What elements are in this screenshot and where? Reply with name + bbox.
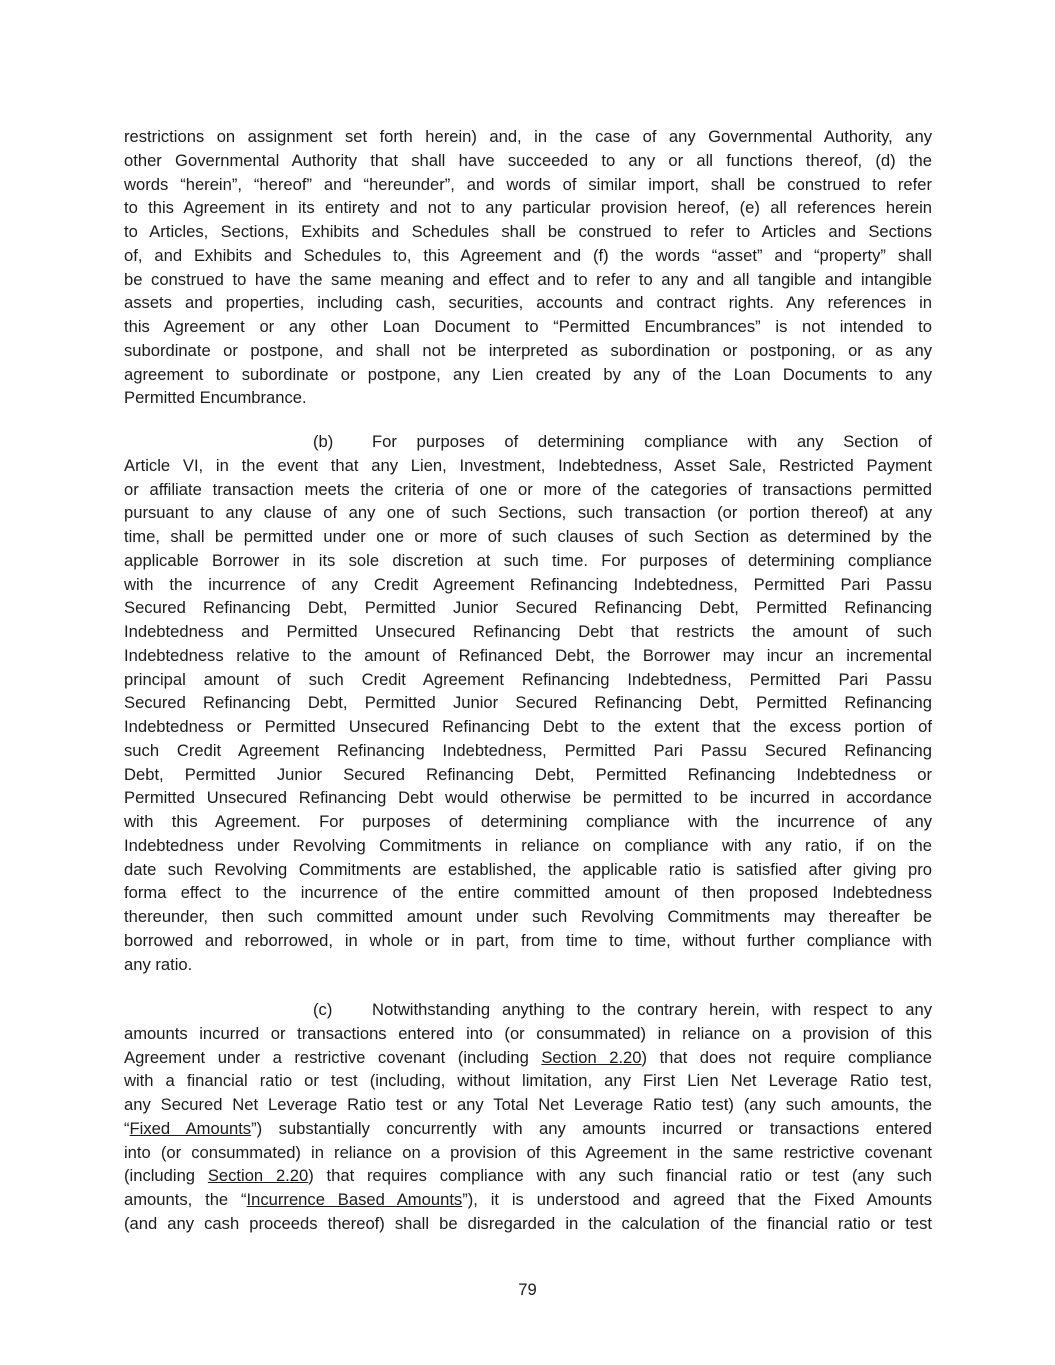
text-segment: thereunder, then such committed amount under such Revolving Commitments may thereafter be — [124, 907, 932, 926]
text-line — [124, 810, 932, 834]
text-line — [124, 1117, 932, 1141]
text-line — [124, 1212, 932, 1236]
defined-term-reference: Fixed Amounts — [129, 1118, 252, 1138]
text-line — [124, 315, 932, 339]
text-line — [124, 573, 932, 597]
text-segment: other Governmental Authority that shall have succeeded to any or all functions thereof, (d) the — [124, 150, 932, 170]
text-segment: restrictions on assignment set forth herein) and, in the case of any Governmental Authority, any — [124, 127, 932, 146]
text-segment: Permitted Unsecured Refinancing Debt would otherwise be permitted to be incurred in accordance — [124, 788, 932, 808]
text-line — [124, 501, 932, 525]
text-segment: “ — [124, 1118, 130, 1138]
text-segment: Secured Refinancing Debt, Permitted Junior Secured Refinancing Debt, Permitted Refinancing — [124, 693, 932, 713]
text-line — [124, 620, 932, 644]
text-line — [124, 739, 932, 763]
paragraph-label: (b) — [313, 432, 334, 451]
text-line — [124, 549, 932, 573]
text-segment: into (or consummated) in reliance on a provision of this Agreement in the same restrictive covenant — [124, 1142, 932, 1162]
text-segment: such Credit Agreement Refinancing Indebtedness, Permitted Pari Passu Secured Refinancing — [124, 740, 932, 760]
text-segment: ”) substantially concurrently with any amounts incurred or transactions entered — [251, 1118, 932, 1138]
text-line — [124, 291, 932, 315]
text-segment: Indebtedness relative to the amount of Refinanced Debt, the Borrower may incur an incremental — [124, 645, 932, 665]
text-segment: with a financial ratio or test (including, without limitation, any First Lien Net Leverage Ratio test, — [124, 1071, 932, 1091]
page-number: 79 — [518, 1280, 537, 1299]
text-segment: forma effect to the incurrence of the entire committed amount of then proposed Indebtedness — [124, 883, 932, 903]
text-segment: assets and properties, including cash, securities, accounts and contract rights. Any references in — [124, 293, 932, 313]
text-segment: (including — [124, 1166, 208, 1186]
text-line — [124, 1069, 932, 1093]
text-segment: Agreement under a restrictive covenant (including — [124, 1047, 542, 1067]
text-segment: ) that requires compliance with any such financial ratio or test (any such — [308, 1166, 932, 1186]
text-segment: with this Agreement. For purposes of determining compliance with the incurrence of any — [124, 812, 932, 831]
text-line — [124, 173, 932, 197]
text-segment: with the incurrence of any Credit Agreement Refinancing Indebtedness, Permitted Pari Passu — [124, 574, 932, 594]
text-line — [124, 149, 932, 173]
text-segment: Article VI, in the event that any Lien, Investment, Indebtedness, Asset Sale, Restricted Payment — [124, 455, 932, 475]
line-text — [372, 998, 932, 1022]
text-segment: this Agreement or any other Loan Document to “Permitted Encumbrances” is not intended to — [124, 317, 932, 336]
text-segment: Indebtedness under Revolving Commitments in reliance on compliance with any ratio, if on the — [124, 835, 932, 855]
text-segment: any ratio. — [124, 954, 193, 974]
defined-term-reference: Section 2.20 — [207, 1166, 309, 1186]
text-segment: applicable Borrower in its sole discretion at such time. For purposes of determining compliance — [124, 550, 932, 570]
text-segment: to Articles, Sections, Exhibits and Schedules shall be construed to refer to Articles and Sections — [124, 222, 932, 241]
text-line — [124, 715, 932, 739]
text-line — [124, 1164, 932, 1188]
text-segment: For purposes of determining compliance with any Section of — [372, 432, 932, 451]
text-line — [124, 1188, 932, 1212]
text-segment: Indebtedness and Permitted Unsecured Refinancing Debt that restricts the amount of such — [124, 622, 932, 641]
text-segment: subordinate or postpone, and shall not be interpreted as subordination or postponing, or as any — [124, 340, 932, 360]
paragraph-b — [124, 430, 932, 976]
text-line — [124, 905, 932, 929]
text-segment: Notwithstanding anything to the contrary herein, with respect to any — [372, 1000, 932, 1019]
text-line — [124, 478, 932, 502]
text-line — [124, 998, 932, 1022]
text-line — [124, 881, 932, 905]
text-segment: ”), it is understood and agreed that the Fixed Amounts — [462, 1190, 932, 1209]
text-segment: agreement to subordinate or postpone, any Lien created by any of the Loan Documents to any — [124, 364, 932, 384]
defined-term-reference: Incurrence Based Amounts — [246, 1190, 463, 1209]
text-segment: Permitted Encumbrance. — [124, 388, 307, 408]
text-segment: words “herein”, “hereof” and “hereunder”, and words of similar import, shall be construed to refer — [124, 174, 932, 194]
text-segment: Secured Refinancing Debt, Permitted Junior Secured Refinancing Debt, Permitted Refinancing — [124, 598, 932, 618]
text-line — [124, 929, 932, 953]
text-segment: be construed to have the same meaning and effect and to refer to any and all tangible and intangible — [124, 269, 932, 289]
text-line — [124, 220, 932, 244]
text-segment: amounts incurred or transactions entered into (or consummated) in reliance on a provision of this — [124, 1023, 932, 1043]
text-segment: principal amount of such Credit Agreement Refinancing Indebtedness, Permitted Pari Passu — [124, 669, 932, 689]
text-line — [124, 125, 932, 149]
text-line — [124, 786, 932, 810]
text-segment: Debt, Permitted Junior Secured Refinancing Debt, Permitted Refinancing Indebtedness or — [124, 764, 932, 784]
text-line — [124, 268, 932, 292]
text-segment: (and any cash proceeds thereof) shall be disregarded in the calculation of the financial ratio or test — [124, 1213, 932, 1233]
text-line — [124, 196, 932, 220]
text-line — [124, 1141, 932, 1165]
text-segment: borrowed and reborrowed, in whole or in part, from time to time, without further compliance with — [124, 930, 932, 950]
text-segment: of, and Exhibits and Schedules to, this Agreement and (f) the words “asset” and “property” shall — [124, 245, 932, 265]
text-segment: pursuant to any clause of any one of such Sections, such transaction (or portion thereof) at any — [124, 503, 932, 523]
text-line — [124, 430, 932, 454]
text-line — [124, 644, 932, 668]
text-segment: date such Revolving Commitments are established, the applicable ratio is satisfied after giving pro — [124, 859, 932, 879]
text-line — [124, 763, 932, 787]
text-segment: or affiliate transaction meets the criteria of one or more of the categories of transactions permitted — [124, 479, 932, 499]
text-line — [124, 244, 932, 268]
text-line — [124, 1022, 932, 1046]
text-line — [124, 1046, 932, 1070]
text-line — [124, 953, 932, 977]
text-segment: time, shall be permitted under one or more of such clauses of such Section as determined by the — [124, 527, 932, 546]
text-segment: any Secured Net Leverage Ratio test or any Total Net Leverage Ratio test) (any such amounts, the — [124, 1095, 932, 1114]
text-line — [124, 339, 932, 363]
line-text — [372, 430, 932, 454]
text-line — [124, 858, 932, 882]
paragraph-definitions-continued — [124, 125, 932, 410]
paragraph-c — [124, 998, 932, 1236]
text-line — [124, 668, 932, 692]
text-segment: to this Agreement in its entirety and not to any particular provision hereof, (e) all references herein — [124, 198, 932, 218]
text-line — [124, 691, 932, 715]
text-line — [124, 363, 932, 387]
text-segment: Indebtedness or Permitted Unsecured Refinancing Debt to the extent that the excess portion of — [124, 717, 932, 736]
text-line — [124, 454, 932, 478]
text-line — [124, 1093, 932, 1117]
text-line — [124, 596, 932, 620]
text-line — [124, 525, 932, 549]
defined-term-reference: Section 2.20 — [541, 1047, 642, 1067]
text-segment: amounts, the “ — [124, 1190, 247, 1209]
text-segment: ) that does not require compliance — [641, 1047, 932, 1067]
paragraph-label: (c) — [313, 1000, 333, 1019]
text-line — [124, 834, 932, 858]
text-line — [124, 386, 932, 410]
